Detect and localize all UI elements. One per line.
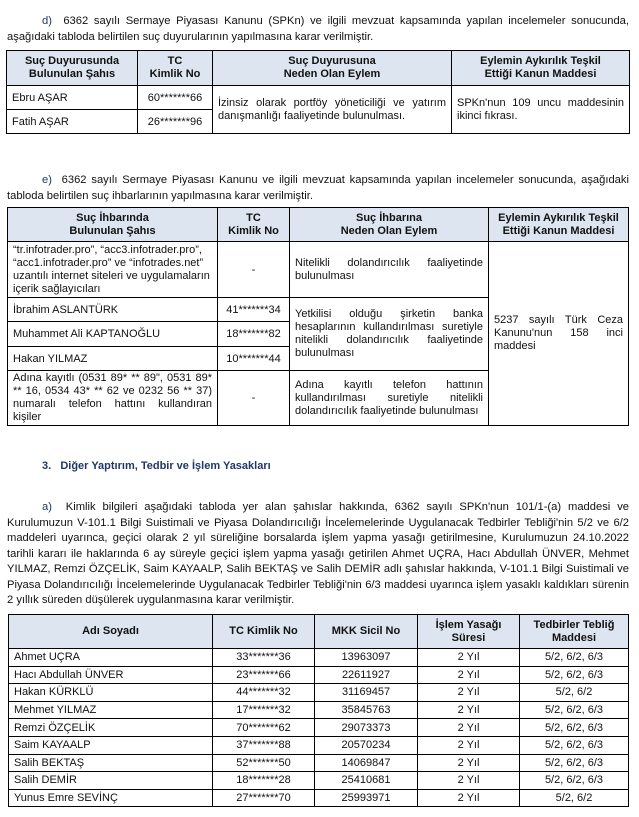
section-e-paragraph [7, 173, 629, 204]
tc-cell: 41*******34 [218, 298, 290, 322]
table-header-row [8, 208, 629, 242]
mkk-cell: 31169457 [315, 684, 418, 702]
articles-cell: 5/2, 6/2, 6/3 [520, 649, 629, 667]
section-e-text: 6362 sayılı Sermaye Piyasası Kanunu ve ilgili mevzuat kapsamında yapılan incelemeler sonucunda, aşağıdaki tabloda belirtilen suç ihbarlarının yapılmasına karar verilmiştir. [7, 174, 629, 202]
name-cell: Hakan KÜRKLÜ [9, 684, 213, 702]
section-d-text: 6362 sayılı Sermaye Piyasası Kanunu (SPKn) ve ilgili mevzuat kapsamında yapılan incelemeler sonucunda, aşağıdaki tabloda belirtilen suç duyurularının yapılmasına karar verilmiştir. [7, 15, 629, 43]
column-header-law: Eylemin Aykırılık Teşkil Ettiği Kanun Maddesi [452, 51, 630, 86]
duration-cell: 2 Yıl [418, 666, 520, 684]
table-row [9, 649, 629, 667]
tc-cell: 27*******70 [213, 789, 315, 807]
person-cell: Ebru AŞAR [7, 86, 138, 110]
name-cell: Ahmet UÇRA [9, 649, 213, 667]
action-cell: Yetkilisi olduğu şirketin banka hesaplarının kullandırılması suretiyle nitelikli dolandırıcılık faaliyetinde bulunulması [290, 298, 489, 371]
duration-cell: 2 Yıl [418, 701, 520, 719]
tc-cell: - [218, 371, 290, 426]
action-cell: Nitelikli dolandırıcılık faaliyetinde bulunulması [290, 242, 489, 298]
column-header-person: Suç İhbarında Bulunulan Şahıs [8, 208, 218, 242]
column-header-law: Eylemin Aykırılık Teşkil Ettiği Kanun Maddesi [489, 208, 629, 242]
articles-cell: 5/2, 6/2, 6/3 [520, 701, 629, 719]
tc-cell: 18*******82 [218, 322, 290, 347]
law-cell: 5237 sayılı Türk Ceza Kanunu'nun 158 inci maddesi [489, 242, 629, 426]
mkk-cell: 35845763 [315, 701, 418, 719]
name-cell: Mehmet YILMAZ [9, 701, 213, 719]
tc-cell: 60*******66 [138, 86, 213, 110]
mkk-cell: 22611927 [315, 666, 418, 684]
table-header-row [7, 51, 630, 86]
table-row [9, 754, 629, 772]
articles-cell: 5/2, 6/2 [520, 684, 629, 702]
person-cell: “tr.infotrader.pro”, “acc3.infotrader.pro”, “acc1.infotrader.pro” ve “infotrades.net” uzantılı internet siteleri ve uygulamaların içerik sağlayıcıları [8, 242, 218, 298]
table-row [9, 736, 629, 754]
mkk-cell: 29073373 [315, 719, 418, 737]
column-header-mkk: MKK Sicil No [315, 615, 418, 649]
section-d-paragraph [7, 14, 629, 45]
table-row [8, 242, 629, 298]
law-cell: SPKn'nun 109 uncu maddesinin ikinci fıkrası. [452, 86, 630, 134]
action-cell: İzinsiz olarak portföy yöneticiliği ve yatırım danışmanlığı faaliyetinde bulunulması. [213, 86, 452, 134]
section-3a-paragraph [7, 500, 629, 609]
mkk-cell: 13963097 [315, 649, 418, 667]
articles-cell: 5/2, 6/2, 6/3 [520, 666, 629, 684]
name-cell: Yunus Emre SEVİNÇ [9, 789, 213, 807]
tc-cell: 10*******44 [218, 347, 290, 371]
tc-cell: 23*******66 [213, 666, 315, 684]
section-3a-text: Kimlik bilgileri aşağıdaki tabloda yer alan şahıslar hakkında, 6362 sayılı SPKn'nun 101/1-(a) maddesi ve Kurulumuzun V-101.1 Bilgi Suistimali ve Piyasa Dolandırıcılığı İncelemelerinde Uygulanacak Tedbirler Tebliği'nin 5/2 ve 6/2 maddeleri uyarınca, geçici olarak 2 yıl süreliğine borsalarda işlem yapma yasağı getirilmesine, Kurulumuzun 24.10.2022 tarihli kararı ile haklarında 6 ay süreyle geçici işlem yapma yasağı getirilen Ahmet UÇRA, Hacı Abdullah ÜNVER, Mehmet YILMAZ, Remzi ÖZÇELİK, Saim KAYAALP, Salih BEKTAŞ ve Salih DEMİR adlı şahıslar hakkında, V-101.1 Bilgi Suistimali ve Piyasa Dolandırıcılığı İncelemelerinde Uygulanacak Tedbirler Tebliği'nin 6/3 maddesi uyarınca işlem yasaklı kaldıkları sürenin 2 yıllık süreden düşülerek uygulanmasına karar verilmiştir. [7, 501, 630, 606]
mkk-cell: 25410681 [315, 772, 418, 790]
duration-cell: 2 Yıl [418, 684, 520, 702]
section-e-label: e) [42, 174, 52, 186]
criminal-notice-table [7, 207, 629, 426]
person-cell: Muhammet Ali KAPTANOĞLU [8, 322, 218, 347]
tc-cell: 18*******28 [213, 772, 315, 790]
tc-cell: 33*******36 [213, 649, 315, 667]
mkk-cell: 20570234 [315, 736, 418, 754]
column-header-tc: TC Kimlik No [138, 51, 213, 86]
table-row [9, 772, 629, 790]
articles-cell: 5/2, 6/2, 6/3 [520, 736, 629, 754]
trading-ban-table [8, 614, 629, 807]
articles-cell: 5/2, 6/2, 6/3 [520, 754, 629, 772]
tc-cell: 17*******32 [213, 701, 315, 719]
section-d-label: d) [42, 15, 52, 27]
name-cell: Saim KAYAALP [9, 736, 213, 754]
column-header-tc: TC Kimlik No [218, 208, 290, 242]
column-header-tc: TC Kimlik No [213, 615, 315, 649]
column-header-name: Adı Soyadı [9, 615, 213, 649]
articles-cell: 5/2, 6/2, 6/3 [520, 772, 629, 790]
duration-cell: 2 Yıl [418, 754, 520, 772]
mkk-cell: 25993971 [315, 789, 418, 807]
duration-cell: 2 Yıl [418, 649, 520, 667]
section-3-heading: 3. Diğer Yaptırım, Tedbir ve İşlem Yasakları [42, 460, 271, 472]
name-cell: Hacı Abdullah ÜNVER [9, 666, 213, 684]
table-row [9, 701, 629, 719]
duration-cell: 2 Yıl [418, 789, 520, 807]
tc-cell: 70*******62 [213, 719, 315, 737]
articles-cell: 5/2, 6/2 [520, 789, 629, 807]
name-cell: Remzi ÖZÇELİK [9, 719, 213, 737]
column-header-duration: İşlem Yasağı Süresi [418, 615, 520, 649]
table-header-row [9, 615, 629, 649]
action-cell: Adına kayıtlı telefon hattının kullandırılması suretiyle nitelikli dolandırıcılık faaliyetinde bulunulması [290, 371, 489, 426]
tc-cell: 44*******32 [213, 684, 315, 702]
duration-cell: 2 Yıl [418, 736, 520, 754]
table-row [7, 86, 630, 110]
name-cell: Salih DEMİR [9, 772, 213, 790]
column-header-action: Suç İhbarına Neden Olan Eylem [290, 208, 489, 242]
name-cell: Salih BEKTAŞ [9, 754, 213, 772]
section-3a-label: a) [42, 501, 52, 513]
table-row [9, 684, 629, 702]
tc-cell: 26*******96 [138, 110, 213, 134]
table-row [9, 789, 629, 807]
tc-cell: 52*******50 [213, 754, 315, 772]
person-cell: Hakan YILMAZ [8, 347, 218, 371]
person-cell: Adına kayıtlı (0531 89* ** 89", 0531 89* ** 16, 0534 43* ** 62 ve 0232 56 ** 37) numaralı telefon hattını kullandıran kişiler [8, 371, 218, 426]
table-row [9, 666, 629, 684]
table-row [9, 719, 629, 737]
duration-cell: 2 Yıl [418, 719, 520, 737]
person-cell: Fatih AŞAR [7, 110, 138, 134]
tc-cell: 37*******88 [213, 736, 315, 754]
criminal-complaint-table [6, 50, 630, 134]
duration-cell: 2 Yıl [418, 772, 520, 790]
column-header-articles: Tedbirler Tebliğ Maddesi [520, 615, 629, 649]
articles-cell: 5/2, 6/2, 6/3 [520, 719, 629, 737]
column-header-action: Suç Duyurusuna Neden Olan Eylem [213, 51, 452, 86]
column-header-person: Suç Duyurusunda Bulunulan Şahıs [7, 51, 138, 86]
person-cell: İbrahim ASLANTÜRK [8, 298, 218, 322]
tc-cell: - [218, 242, 290, 298]
mkk-cell: 14069847 [315, 754, 418, 772]
